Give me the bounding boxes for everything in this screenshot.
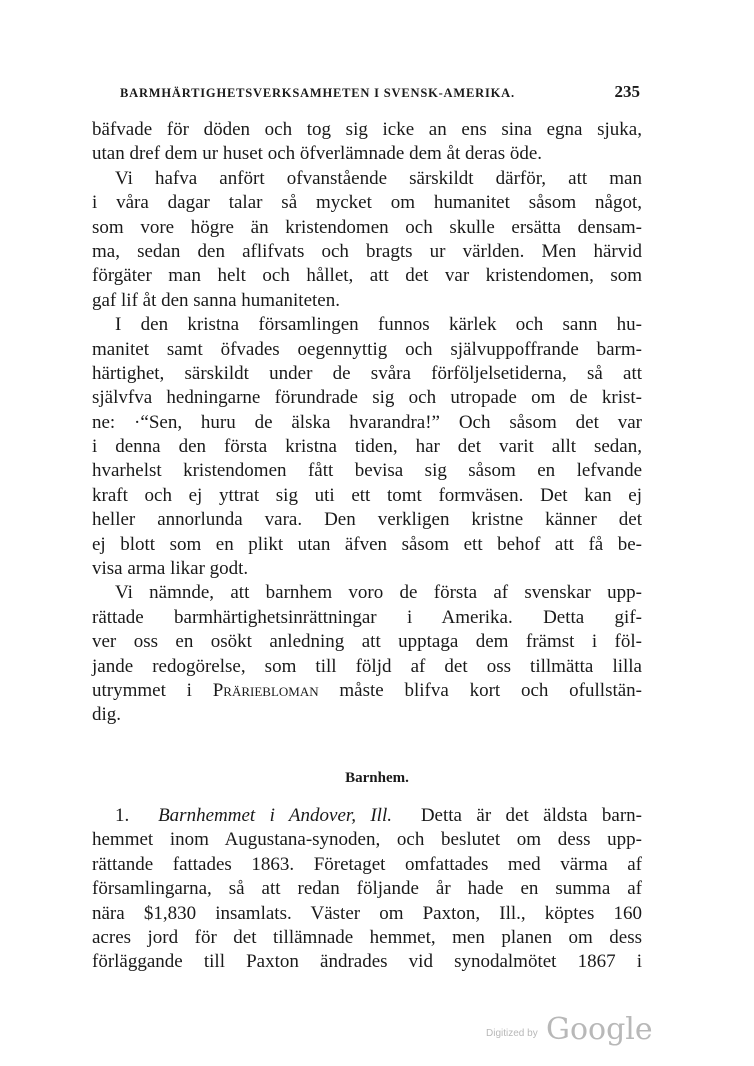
text-line: församlingarna, så att redan följande år hade en summa af <box>92 878 642 900</box>
text-line: utan dref dem ur huset och öfverlämnade dem åt deras öde. <box>92 143 543 165</box>
text-line: hemmet inom Augustana-synoden, och beslutet om dess upp- <box>92 829 642 851</box>
text-line: visa arma likar godt. <box>92 558 249 580</box>
text-line: i denna den första kristna tiden, har det varit allt sedan, <box>92 436 642 458</box>
text-fragment: måste blifva kort och ofullstän- <box>318 679 643 701</box>
digitization-watermark <box>486 1012 656 1048</box>
text-line: nära $1,830 insamlats. Väster om Paxton, Ill., köptes 160 <box>92 902 642 924</box>
running-header <box>120 82 640 106</box>
google-logo: Google <box>546 1012 653 1047</box>
text-line: gaf lif åt den sanna humaniteten. <box>92 289 340 311</box>
text-line: härtighet, särskildt under de svåra förföljelsetiderna, så att <box>92 362 642 384</box>
text-line: förgäter man helt och hållet, att det var kristendomen, som <box>92 265 642 287</box>
text-fragment: Detta är det äldsta barn- <box>420 805 643 826</box>
text-line: förläggande till Paxton ändrades vid synodalmötet 1867 i <box>92 951 642 973</box>
text-line: rättande fattades 1863. Företaget omfattades med värma af <box>92 853 642 875</box>
text-line: Vi hafva anfört ofvanstående särskildt därför, att man <box>115 167 642 189</box>
list-item-title: Barnhemmet i Andover, Ill. <box>158 805 392 826</box>
body-text <box>92 118 642 728</box>
running-title: BARMHÄRTIGHETSVERKSAMHETEN I SVENSK-AMERIKA. <box>120 86 515 100</box>
text-line: rättade barmhärtighetsinrättningar i Amerika. Detta gif- <box>92 606 642 628</box>
text-line: manitet samt öfvades oegennyttig och självuppoffrande barm- <box>92 338 642 360</box>
list-number: 1. <box>115 805 130 826</box>
text-line: I den kristna församlingen funnos kärlek och sann hu- <box>115 314 642 336</box>
text-line: ne: ·“Sen, huru de älska hvarandra!” Och såsom det var <box>92 411 642 433</box>
text-line: som vore högre än kristendomen och skulle ersätta densam- <box>92 216 642 238</box>
text-line: i våra dagar talar så mycket om humanitet såsom något, <box>92 192 642 214</box>
text-line: Vi nämnde, att barnhem voro de första af svenskar upp- <box>115 582 642 604</box>
text-line: ver oss en osökt anledning att upptaga dem främst i föl- <box>92 631 642 653</box>
list-item-first-line <box>92 804 642 828</box>
page-number: 235 <box>614 82 640 101</box>
text-line <box>92 679 642 703</box>
text-line: heller annorlunda vara. Den verkligen kristne känner det <box>92 509 642 531</box>
text-line: ej blott som en plikt utan äfven såsom ett behof att få be- <box>92 533 642 555</box>
text-line: jande redogörelse, som till följd af det oss tillmätta lilla <box>92 655 642 677</box>
text-line: bäfvade för döden och tog sig icke an ens sina egna sjuka, <box>92 119 642 140</box>
text-line: dig. <box>92 704 122 726</box>
section-heading: Barnhem. <box>345 770 409 786</box>
text-line: kraft och ej yttrat sig uti ett tomt formväsen. Det kan ej <box>92 484 642 506</box>
text-fragment: utrymmet i <box>92 679 213 701</box>
periodical-title: Präriebloman <box>212 679 319 701</box>
numbered-list <box>92 804 642 975</box>
watermark-prefix: Digitized by <box>486 1028 538 1039</box>
text-line: acres jord för det tillämnade hemmet, men planen om dess <box>92 926 642 948</box>
text-line: hvarhelst kristendomen fått bevisa sig såsom en lefvande <box>92 460 642 482</box>
text-line: självfva hedningarne förundrade sig och utropade om de krist- <box>92 387 642 409</box>
text-line: ma, sedan den aflifvats och bragts ur världen. Men härvid <box>92 240 642 262</box>
